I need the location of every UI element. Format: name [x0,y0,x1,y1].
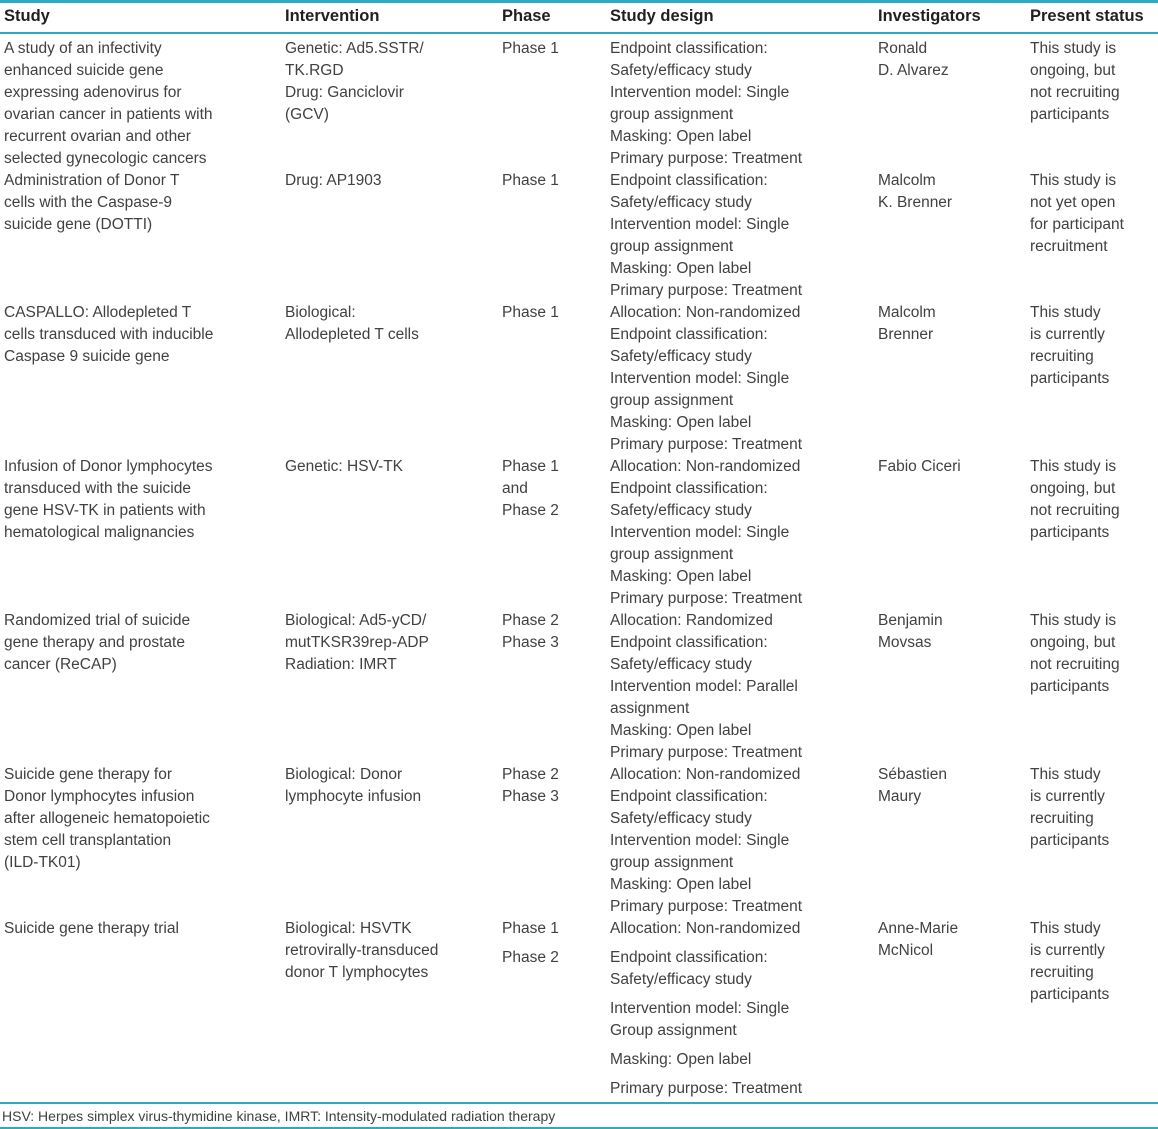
column-header-study: Study [4,7,50,25]
cell-phase: Phase 2 Phase 3 [502,612,559,651]
table-header-row [0,3,1158,34]
cell-study: Randomized trial of suicide gene therapy and prostate cancer (ReCAP) [4,612,191,673]
cell-present-status: This study is currently recruiting participants [1030,304,1110,387]
cell-study: A study of an infectivity enhanced suicide gene expressing adenovirus for ovarian cancer in patients with recurrent ovarian and other selected gynecologic cancers [4,40,213,167]
cell-study: Infusion of Donor lymphocytes transduced with the suicide gene HSV-TK in patients with hematological malignancies [4,458,213,541]
cell-intervention: Drug: AP1903 [285,172,382,189]
table-row [0,456,1158,610]
cell-present-status: This study is currently recruiting participants [1030,920,1110,1003]
cell-present-status: This study is not yet open for participant recruitment [1030,172,1124,255]
table-row [0,764,1158,918]
cell-phase: Phase 1 Phase 2 [502,920,559,966]
cell-study: Suicide gene therapy for Donor lymphocytes infusion after allogeneic hematopoietic stem cell transplantation (ILD-TK01) [4,766,210,871]
column-header-investigators: Investigators [878,7,981,25]
cell-present-status: This study is ongoing, but not recruiting participants [1030,612,1120,695]
cell-phase: Phase 1 [502,40,559,57]
cell-study-design: Endpoint classification: Safety/efficacy study Intervention model: Single group assignment Masking: Open label Primary purpose: Treatment [610,172,803,299]
cell-phase: Phase 1 and Phase 2 [502,458,559,519]
cell-study-design: Allocation: Randomized Endpoint classification: Safety/efficacy study Intervention model: Parallel assignment Masking: Open label Primary purpose: Treatment [610,612,803,761]
cell-intervention: Biological: Allodepleted T cells [285,304,419,343]
cell-study-design: Endpoint classification: Safety/efficacy study Intervention model: Single group assignment Masking: Open label Primary purpose: Treatment [610,40,803,167]
table-row [0,170,1158,302]
cell-investigators: Anne-Marie McNicol [878,920,959,959]
cell-investigators: Sébastien Maury [878,766,947,805]
cell-investigators: Fabio Ciceri [878,458,961,475]
cell-phase: Phase 1 [502,304,559,321]
table-row [0,610,1158,764]
cell-intervention: Genetic: Ad5.SSTR/ TK.RGD Drug: Ganciclovir (GCV) [285,40,424,123]
cell-intervention: Biological: Ad5-yCD/ mutTKSR39rep-ADP Radiation: IMRT [285,612,429,673]
cell-study: CASPALLO: Allodepleted T cells transduced with inducible Caspase 9 suicide gene [4,304,214,365]
cell-present-status: This study is ongoing, but not recruiting participants [1030,40,1120,123]
column-header-intervention: Intervention [285,7,380,25]
table-row [0,38,1158,170]
cell-phase: Phase 2 Phase 3 [502,766,559,805]
cell-intervention: Biological: HSVTK retrovirally-transduced donor T lymphocytes [285,920,439,981]
cell-study: Suicide gene therapy trial [4,920,179,937]
cell-investigators: Benjamin Movsas [878,612,943,651]
cell-present-status: This study is ongoing, but not recruiting participants [1030,458,1120,541]
column-header-present-status: Present status [1030,7,1144,25]
table-row [0,302,1158,456]
cell-study-design: Allocation: Non-randomized Endpoint classification: Safety/efficacy study Intervention model: Single group assignment Masking: Open label Primary purpose: Treatment [610,766,803,915]
cell-phase: Phase 1 [502,172,559,189]
column-header-phase: Phase [502,7,551,25]
cell-investigators: Malcolm K. Brenner [878,172,953,211]
cell-study: Administration of Donor T cells with the Caspase-9 suicide gene (DOTTI) [4,172,180,233]
cell-investigators: Ronald D. Alvarez [878,40,949,79]
table-footnote: HSV: Herpes simplex virus-thymidine kinase, IMRT: Intensity-modulated radiation therapy [2,1108,556,1124]
cell-study-design: Allocation: Non-randomized Endpoint classification: Safety/efficacy study Intervention model: Single group assignment Masking: Open label Primary purpose: Treatment [610,304,803,453]
cell-present-status: This study is currently recruiting participants [1030,766,1110,849]
column-header-study-design: Study design [610,7,714,25]
cell-study-design: Allocation: Non-randomized Endpoint classification: Safety/efficacy study Intervention model: Single group assignment Masking: Open label Primary purpose: Treatment [610,458,803,607]
cell-investigators: Malcolm Brenner [878,304,936,343]
cell-study-design: Allocation: Non-randomized Endpoint classification: Safety/efficacy study Intervention model: Single Group assignment Masking: Open label Primary purpose: Treatment [610,920,803,1097]
cell-intervention: Genetic: HSV-TK [285,458,404,475]
cell-intervention: Biological: Donor lymphocyte infusion [285,766,422,805]
table-row [0,918,1158,1100]
table-body [0,34,1158,1104]
